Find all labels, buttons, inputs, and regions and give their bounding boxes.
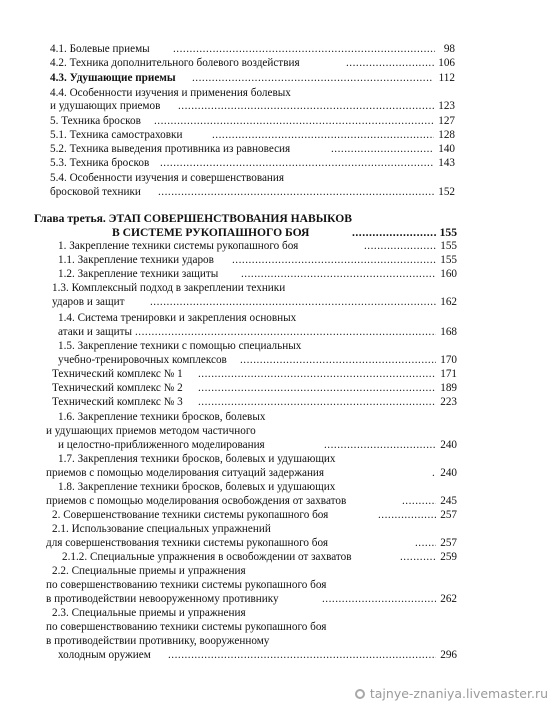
toc-entry-title: учебно-тренировочных комплексов xyxy=(58,354,227,366)
toc-entry-title: 5.4. Особенности изучения и совершенствования xyxy=(50,172,285,184)
toc-entry xyxy=(0,508,560,523)
toc-leader xyxy=(432,466,436,481)
toc-entry xyxy=(0,480,560,495)
toc-entry xyxy=(0,253,560,268)
toc-entry-title: 2. Совершенствование техники системы рукопашного боя xyxy=(52,509,329,521)
toc-entry xyxy=(0,128,560,143)
toc-entry-page: 259 xyxy=(440,551,457,563)
toc-entry xyxy=(0,171,560,186)
toc-entry xyxy=(0,395,560,410)
toc-entry-title: 1.4. Система тренировки и закрепления основных xyxy=(58,312,297,324)
toc-entry xyxy=(0,634,560,649)
toc-entry-page: 160 xyxy=(440,268,457,280)
toc-entry-page: 171 xyxy=(440,368,457,380)
toc-leader xyxy=(150,295,436,310)
toc-leader xyxy=(154,114,435,129)
toc-leader xyxy=(212,128,434,143)
toc-entry xyxy=(0,606,560,621)
toc-leader xyxy=(241,267,436,282)
toc-entry-title: 4.2. Техника дополнительного болевого воздействия xyxy=(50,57,300,69)
livemaster-ring-icon xyxy=(355,689,365,699)
toc-leader xyxy=(232,253,436,268)
toc-entry-title: 1.8. Закрепление техники бросков, болевых и удушающих xyxy=(58,481,336,493)
toc-entry xyxy=(0,410,560,425)
toc-leader xyxy=(173,42,435,57)
toc-entry-title: и удушающих приемов xyxy=(50,100,161,112)
toc-entry xyxy=(0,71,560,86)
toc-entry-page: 155 xyxy=(440,240,457,252)
toc-entry-page: 123 xyxy=(438,100,455,112)
toc-entry xyxy=(0,114,560,129)
toc-entry xyxy=(0,367,560,382)
toc-entry-title: 4.3. Удушающие приемы xyxy=(50,72,176,84)
toc-entry-title: 1.5. Закрепление техники с помощью специальных xyxy=(58,340,302,352)
toc-entry xyxy=(0,281,560,296)
toc-entry xyxy=(0,156,560,171)
toc-leader xyxy=(192,71,433,86)
toc-entry-title: 5.1. Техника самостраховки xyxy=(50,129,183,141)
toc-leader xyxy=(402,494,436,509)
toc-entry xyxy=(0,494,560,509)
toc-entry xyxy=(0,42,560,57)
chapter-title: Глава третья. ЭТАП СОВЕРШЕНСТВОВАНИЯ НАВЫКОВ xyxy=(34,212,353,225)
toc-entry xyxy=(0,339,560,354)
toc-leader xyxy=(168,648,436,663)
toc-entry-title: в противодействии невооруженному противнику xyxy=(46,593,279,605)
toc-entry xyxy=(0,381,560,396)
chapter-title: В СИСТЕМЕ РУКОПАШНОГО БОЯ xyxy=(112,226,310,239)
watermark-text: tajnye-znaniya.livemaster.ru xyxy=(369,686,548,701)
toc-entry xyxy=(0,648,560,663)
toc-entry-page: 240 xyxy=(440,439,457,451)
toc-entry xyxy=(0,564,560,579)
toc-entry-title: 1.7. Закрепления техники бросков, болевых и удушающих xyxy=(58,453,336,465)
toc-entry-page: 155 xyxy=(440,254,457,266)
toc-entry xyxy=(0,267,560,282)
toc-entry-title: приемов с помощью моделирования ситуаций задержания xyxy=(46,467,325,479)
toc-entry-title: 2.2. Специальные приемы и упражнения xyxy=(52,565,246,577)
toc-entry-page: 168 xyxy=(440,326,457,338)
toc-leader xyxy=(324,438,436,453)
toc-entry xyxy=(0,311,560,326)
toc-leader xyxy=(322,592,436,607)
toc-entry-title: 2.3. Специальные приемы и упражнения xyxy=(52,607,246,619)
toc-entry-title: 5. Техника бросков xyxy=(50,115,141,127)
toc-entry-title: в противодействии противнику, вооруженному xyxy=(46,635,270,647)
toc-entry-title: 4.1. Болевые приемы xyxy=(50,43,150,55)
toc-entry-page: 257 xyxy=(440,509,457,521)
toc-entry-page: 128 xyxy=(438,129,455,141)
toc-leader xyxy=(346,56,434,71)
toc-entry xyxy=(0,452,560,467)
toc-entry-title: Технический комплекс № 2 xyxy=(52,382,183,394)
toc-leader xyxy=(178,99,434,114)
toc-entry-page: 155 xyxy=(439,226,457,239)
toc-entry xyxy=(0,550,560,565)
toc-entry xyxy=(0,142,560,157)
toc-entry xyxy=(0,325,560,340)
toc-entry-title: Технический комплекс № 3 xyxy=(52,396,183,408)
toc-entry-page: 245 xyxy=(440,495,457,507)
toc-entry-page: 152 xyxy=(438,186,455,198)
toc-entry-page: 223 xyxy=(440,396,457,408)
toc-entry-title: приемов с помощью моделирования освобождения от захватов xyxy=(46,495,347,507)
toc-entry xyxy=(0,295,560,310)
toc-leader xyxy=(198,381,436,396)
toc-entry-page: 140 xyxy=(438,143,455,155)
toc-entry-title: 2.1.2. Специальные упражнения в освобождении от захватов xyxy=(62,551,352,563)
toc-entry xyxy=(0,239,560,254)
toc-entry xyxy=(0,56,560,71)
toc-entry-page: 262 xyxy=(440,593,457,605)
toc-entry-title: холодным оружием xyxy=(58,649,151,661)
toc-leader xyxy=(198,367,436,382)
toc-leader xyxy=(415,536,436,551)
toc-entry-page: 143 xyxy=(438,157,455,169)
toc-leader xyxy=(240,353,436,368)
chapter-heading xyxy=(0,225,560,240)
toc-entry-title: и целостно-приближенного моделирования xyxy=(58,439,265,451)
toc-entry-page: 98 xyxy=(443,43,455,55)
toc-entry-title: 1.2. Закрепление техники защиты xyxy=(58,268,219,280)
toc-entry xyxy=(0,438,560,453)
toc-leader xyxy=(198,395,436,410)
toc-entry-title: по совершенствованию техники системы рукопашного боя xyxy=(46,579,327,591)
toc-entry xyxy=(0,592,560,607)
toc-entry xyxy=(0,536,560,551)
toc-entry xyxy=(0,466,560,481)
toc-entry-title: 2.1. Использование специальных упражнений xyxy=(52,523,271,535)
toc-entry-title: ударов и защит xyxy=(52,296,125,308)
toc-entry-page: 296 xyxy=(440,649,457,661)
toc-entry-title: Технический комплекс № 1 xyxy=(52,368,183,380)
toc-entry-page: 112 xyxy=(438,72,455,84)
toc-entry-page: 257 xyxy=(440,537,457,549)
toc-entry xyxy=(0,353,560,368)
chapter-heading xyxy=(0,211,560,226)
toc-leader xyxy=(331,142,434,157)
toc-leader xyxy=(400,550,436,565)
toc-leader xyxy=(352,225,436,240)
toc-leader xyxy=(378,508,436,523)
toc-entry-title: 1.1. Закрепление техники ударов xyxy=(58,254,214,266)
toc-entry-title: 1.6. Закрепление техники бросков, болевых xyxy=(58,411,266,423)
toc-leader xyxy=(364,239,436,254)
toc-entry-page: 240 xyxy=(440,467,457,479)
toc-entry xyxy=(0,185,560,200)
toc-entry-title: атаки и защиты xyxy=(58,326,133,338)
toc-entry xyxy=(0,578,560,593)
toc-entry-page: 189 xyxy=(440,382,457,394)
toc-entry-title: для совершенствования техники системы рукопашного боя xyxy=(46,537,329,549)
watermark xyxy=(355,686,548,701)
toc-entry-title: 4.4. Особенности изучения и применения болевых xyxy=(50,87,291,99)
toc-entry xyxy=(0,620,560,635)
toc-leader xyxy=(135,325,436,340)
toc-entry-title: 1. Закрепление техники системы рукопашного боя xyxy=(58,240,299,252)
toc-entry xyxy=(0,424,560,439)
toc-leader xyxy=(160,156,434,171)
toc-entry-page: 170 xyxy=(440,354,457,366)
toc-entry-title: и удушающих приемов методом частичного xyxy=(46,425,256,437)
toc-entry-page: 106 xyxy=(438,57,455,69)
toc-entry-title: по совершенствованию техники системы рукопашного боя xyxy=(46,621,327,633)
toc-entry-page: 162 xyxy=(440,296,457,308)
toc-entry-title: 5.2. Техника выведения противника из равновесия xyxy=(50,143,291,155)
toc-entry xyxy=(0,99,560,114)
toc-entry xyxy=(0,522,560,537)
toc-entry-title: 5.3. Техника бросков xyxy=(50,157,150,169)
toc-leader xyxy=(158,185,434,200)
toc-entry-title: 1.3. Комплексный подход в закреплении техники xyxy=(52,282,286,294)
toc-entry-title: бросковой техники xyxy=(50,186,141,198)
toc-entry-page: 127 xyxy=(438,115,455,127)
